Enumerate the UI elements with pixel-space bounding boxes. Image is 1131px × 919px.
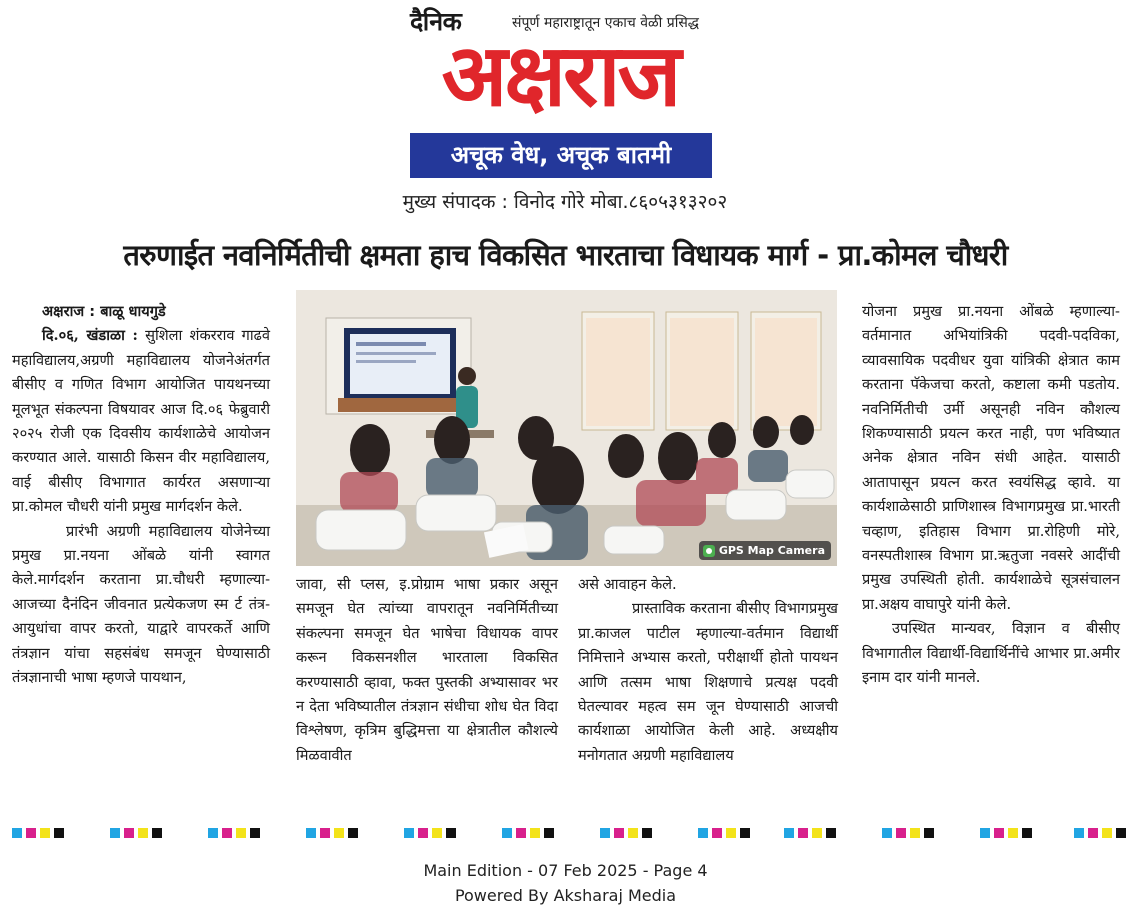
paragraph: जावा, सी प्लस, इ.प्रोग्राम भाषा प्रकार असून समजून घेत त्यांच्या वापरातून नवनिर्मितीच्या संकल्पना समजून घेत भाषेचा विधायक वापर करून विकसनशील भारताला विकसित करण्यासाठी व्हावा, फक्त पुस्तकी अभ्यासावर भर न देता भविष्यातील तंत्रज्ञान संधीचा शोध घेत विदा विश्लेषण, कृत्रिम बुद्धिमत्ता या क्षेत्रातील कौशल्ये मिळवावीत: [296, 576, 558, 764]
print-color-marks: [404, 828, 456, 838]
masthead-logo-title: अक्षराज: [441, 26, 679, 126]
print-color-marks: [12, 828, 64, 838]
article-headline: तरुणाईत नवनिर्मितीची क्षमता हाच विकसित भारताचा विधायक मार्ग - प्रा.कोमल चौधरी: [123, 238, 1008, 272]
print-color-marks: [1074, 828, 1126, 838]
print-color-marks: [502, 828, 554, 838]
dateline: दि.०६, खंडाळा :: [42, 327, 138, 345]
print-color-marks: [882, 828, 934, 838]
paragraph: योजना प्रमुख प्रा.नयना ओंबळे म्हणाल्या-वर्तमानात अभियांत्रिकी पदवी-पदविका, व्यावसायिक पदवीधर युवा यांत्रिकी क्षेत्रात काम करताना पॅकेजचा करतो, कष्टाला कमी पडतोय. नवनिर्मितीची उर्मी असूनही नविन कौशल्य शिकण्यासाठी प्रयत्न करत नाही, पण भविष्यात अनेक क्षेत्रात नविन संधी आहेत. यासाठी आतापासून प्रयत्न करत स्वयंसिद्ध व्हावे. या कार्यशाळेसाठी प्राणिशास्त्र विभागप्रमुख प्रा.भारती चव्हाण, इतिहास विभाग प्रा.रोहिणी मोरे, वनस्पतीशास्त्र विभाग प्रा.ऋतुजा नवसरे आदींची प्रमुख उपस्थिती होती. कार्यशाळेचे सूत्रसंचालन प्रा.अक्षय वाघापुरे यांनी केले.: [862, 303, 1120, 613]
gps-map-camera-icon: [703, 545, 715, 557]
print-color-marks: [980, 828, 1032, 838]
print-color-marks: [306, 828, 358, 838]
footer-edition: Main Edition - 07 Feb 2025 - Page 4: [423, 861, 708, 880]
paragraph: प्रारंभी अग्रणी महाविद्यालय योजेनेच्या प्रमुख प्रा.नयना ओंबळे यांनी स्वागत केले.मार्गदर्शन करताना प्रा.चौधरी म्हणाल्या-आजच्या दैनंदिन जीवनात प्रत्येकजण स्म र्ट तंत्र-आयुधांचा वापर करतो, याद्वारे वापरकर्ते आणि तंत्रज्ञान यांचा सहसंबंध समजून घेण्यासाठी तंत्रज्ञानाची भाषा म्हणजे पायथान,: [12, 522, 270, 687]
article-column-3: [578, 573, 838, 768]
masthead-editor-line: मुख्य संपादक : विनोद गोरे मोबा.८६०५३१३२०२: [402, 191, 728, 213]
footer-powered-by: Powered By Aksharaj Media: [454, 886, 677, 905]
paragraph: असे आवाहन केले.: [578, 576, 677, 593]
print-color-marks: [698, 828, 750, 838]
print-color-marks: [208, 828, 260, 838]
article-column-4: [862, 300, 1120, 691]
article-column-1: [12, 300, 270, 691]
masthead-small-title: दैनिक: [410, 7, 462, 36]
gps-badge-label: GPS Map Camera: [718, 544, 825, 557]
article-column-2: [296, 573, 558, 768]
paragraph: प्रास्ताविक करताना बीसीए विभागप्रमुख प्रा.काजल पाटील म्हणाल्या-वर्तमान विद्यार्थी निमित्ताने अभ्यास करतो, परीक्षार्थी होतो पायथन आणि तत्सम भाषा शिक्षणाचे प्रत्यक्ष पदवी घेतल्यावर महत्व सम जून घेण्यासाठी आजची कार्यशाळा आयोजित केली आहे. अध्यक्षीय मनोगतात अग्रणी महाविद्यालय: [578, 600, 838, 764]
print-color-marks: [600, 828, 652, 838]
byline: अक्षराज : बाळू धायगुडे: [42, 303, 166, 320]
masthead-tagline: संपूर्ण महाराष्ट्रातून एकाच वेळी प्रसिद्ध: [512, 15, 699, 31]
print-color-marks: [110, 828, 162, 838]
classroom-photo-illustration: [296, 290, 837, 566]
paragraph: सुशिला शंकरराव गाढवे महाविद्यालय,अग्रणी महाविद्यालय योजनेअंतर्गत बीसीए व गणित विभाग आयोजित पायथनच्या मूलभूत संकल्पना विषयावर आज दि.०६ फेब्रुवारी २०२५ रोजी एक दिवसीय कार्यशाळेचे आयोजन करण्यात आले. यासाठी किसन वीर महाविद्यालय, वाई बीसीए विभागात कार्यरत असणाऱ्या प्रा.कोमल चौधरी यांनी प्रमुख मार्गदर्शन केले.: [12, 327, 270, 516]
gps-map-camera-badge: [699, 541, 831, 560]
masthead-slogan: अचूक वेध, अचूक बातमी: [410, 133, 712, 178]
print-color-marks: [784, 828, 836, 838]
paragraph: उपस्थित मान्यवर, विज्ञान व बीसीए विभागातील विद्यार्थी-विद्यार्थिनींचे आभार प्रा.अमीर इनाम दार यांनी मानले.: [862, 620, 1120, 687]
event-photo: [296, 290, 837, 566]
